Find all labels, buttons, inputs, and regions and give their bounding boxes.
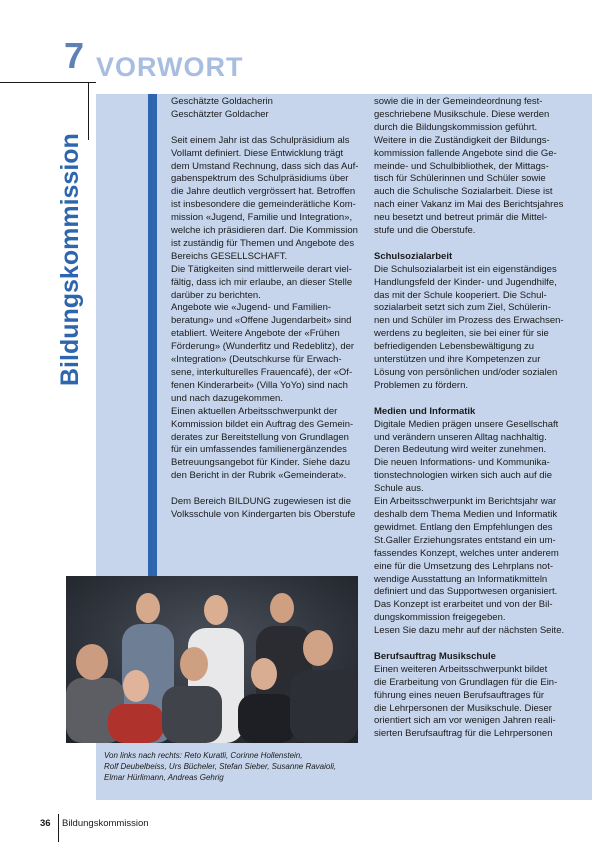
text-line: die Lehrpersonen der Musikschule. Dieser — [374, 702, 552, 714]
text-line: sierten Berufsauftrag für die Lehrpersonen — [374, 728, 553, 740]
text-line: Vollamt definiert. Diese Entwicklung trägt — [171, 147, 344, 159]
continuation-paragraph — [374, 96, 586, 238]
text-line: und nach dazugekommen. — [171, 392, 283, 404]
accent-bar — [148, 94, 157, 580]
text-line: St.Galler Erziehungsrates entstand ein um- — [374, 534, 556, 546]
text-line: Das Konzept ist erarbeitet und von der Bil- — [374, 599, 553, 611]
text-line: nach einer Vakanz im Mai des Berichtsjahres — [374, 199, 564, 211]
caption-line: Von links nach rechts: Reto Kuratli, Corinne Hollenstein, — [104, 751, 303, 760]
page-title: VORWORT — [96, 52, 244, 82]
caption-line: Rolf Deubelbeiss, Urs Bücheler, Stefan Sieber, Susanne Ravaioli, — [104, 762, 337, 771]
photo-caption — [104, 750, 354, 783]
closing-line: Volksschule von Kindergarten bis Oberstufe — [171, 508, 356, 520]
text-line: Ein Arbeitsschwerpunkt im Berichtsjahr war — [374, 496, 557, 508]
text-line: ist insbesondere die gemeinderätliche Kom- — [171, 199, 356, 211]
page-number: 36 — [40, 818, 51, 829]
text-column-right — [374, 96, 586, 741]
text-line: Betreuungsangebot für Kinder. Siehe dazu — [171, 457, 351, 469]
text-line: Weitere in die Zuständigkeit der Bildungs- — [374, 134, 550, 146]
closing-line: Dem Bereich BILDUNG zugewiesen ist die — [171, 496, 352, 508]
text-line: meinde- und Schulbibliothek, der Mittags- — [374, 160, 549, 172]
text-line: ist zuständig für Themen und Angebote des — [171, 237, 355, 249]
text-line: Kommission bildet ein Auftrag des Gemein- — [171, 418, 354, 430]
text-line: definiert und das Supportwesen organisiert. — [374, 586, 558, 598]
text-line: Angebote wie «Jugend- und Familien- — [171, 302, 332, 314]
text-line: werdens zu begleiten, sie bei einer für sie — [374, 328, 549, 340]
text-line: Handlungsfeld der Kinder- und Jugendhilfe, — [374, 276, 557, 288]
heading-schulsozialarbeit: Schulsozialarbeit — [374, 250, 453, 262]
text-line: sozialarbeit setzt sich zum Ziel, Schülerin- — [374, 302, 551, 314]
text-line: und verändern unseren Alltag nachhaltig. — [374, 431, 547, 443]
text-line: Problemen zu fördern. — [374, 379, 468, 391]
text-line: geschriebene Musikschule. Diese werden — [374, 108, 550, 120]
text-line: führung eines neuen Berufsauftrages für — [374, 689, 545, 701]
text-line: Deren Bedeutung wird weiter zunehmen. — [374, 444, 547, 456]
header-rule — [0, 82, 96, 83]
text-line: Lesen Sie dazu mehr auf der nächsten Seite. — [374, 625, 565, 637]
text-line: Digitale Medien prägen unsere Gesellschaft — [374, 418, 559, 430]
section-medien-informatik — [374, 419, 586, 638]
text-line: Die neuen Informations- und Kommunika- — [374, 457, 550, 469]
text-line: Die Tätigkeiten sind mittlerweile derart viel- — [171, 263, 352, 275]
text-line: tionstechnologien wirken sich auch auf die — [374, 470, 552, 482]
intro-paragraphs — [171, 135, 363, 483]
text-line: orientiert sich am vor wenigen Jahren reali- — [374, 715, 556, 727]
text-line: neu besetzt und betreut primär die Mittel- — [374, 212, 548, 224]
text-line: Förderung» (Wunderfitz und Redeblitz), der — [171, 341, 355, 353]
text-line: mission «Jugend, Familie und Integration», — [171, 212, 353, 224]
text-line: dem Umstand Rechnung, dass sich das Auf- — [171, 160, 359, 172]
text-line: auch die Schulische Sozialarbeit. Diese ist — [374, 186, 553, 198]
text-line: Die Schulsozialarbeit ist ein eigenständiges — [374, 263, 557, 275]
text-line: gabenspektrum des Schulpräsidiums über — [171, 173, 349, 185]
text-line: beratung» und «Offene Jugendarbeit» sind — [171, 315, 352, 327]
text-line: «Integration» (Deutschkurse für Erwach- — [171, 354, 342, 366]
text-line: die Jahre deutlich vergrössert hat. Betroffen — [171, 186, 356, 198]
group-photo — [66, 576, 358, 743]
text-line: kommission fallende Angebote sind die Ge- — [374, 147, 557, 159]
text-line: Schule aus. — [374, 483, 424, 495]
footer-label: Bildungskommission — [62, 818, 149, 829]
text-line: befriedigenden Lebensbewältigung zu — [374, 341, 535, 353]
heading-berufsauftrag: Berufsauftrag Musikschule — [374, 650, 496, 662]
text-line: Einen weiteren Arbeitsschwerpunkt bildet — [374, 663, 548, 675]
text-line: stufe und die Oberstufe. — [374, 225, 476, 237]
footer-rule — [58, 814, 59, 842]
text-line: unterstützen und ihre Kompetenzen zur — [374, 354, 541, 366]
text-line: die Erarbeitung von Grundlagen für die Ein- — [374, 676, 558, 688]
text-line: das mit der Schule kooperiert. Die Schul- — [374, 289, 547, 301]
text-line: Lösung von persönlichen und/oder sozialen — [374, 367, 558, 379]
text-line: tisch für Schülerinnen und Schüler sowie — [374, 173, 546, 185]
text-line: welche ich präsidieren darf. Die Kommission — [171, 225, 358, 237]
text-line: eine für die Umsetzung des Lehrplans not- — [374, 560, 554, 572]
text-line: sene, interkulturelles Frauencafé), der «Of- — [171, 367, 353, 379]
text-line: dungskommission freigegeben. — [374, 612, 506, 624]
salutation-line: Geschätzte Goldacherin — [171, 96, 273, 107]
text-line: Einen aktuellen Arbeitsschwerpunkt der — [171, 405, 338, 417]
text-line: wendige Ausstattung an Informatikmitteln — [374, 573, 548, 585]
section-berufsauftrag — [374, 664, 586, 741]
text-line: den Bericht in der Rubrik «Gemeinderat». — [171, 470, 347, 482]
text-line: Seit einem Jahr ist das Schulpräsidium als — [171, 134, 350, 146]
text-line: nen und Schüler im Prozess des Erwachsen- — [374, 315, 564, 327]
text-line: sowie die in der Gemeindeordnung fest- — [374, 96, 543, 107]
caption-line: Elmar Hürlimann, Andreas Gehrig — [104, 773, 224, 782]
text-line: derates zur Bereitstellung von Grundlagen — [171, 431, 349, 443]
text-line: fältig, dass ich mir erlaube, an dieser Stelle — [171, 276, 353, 288]
text-line: gewidmet. Entlang den Empfehlungen des — [374, 521, 553, 533]
header-vertical-rule — [88, 82, 89, 140]
chapter-number: 7 — [64, 35, 85, 76]
text-line: fenen Kinderarbeit» (Villa YoYo) sind nach — [171, 379, 348, 391]
text-line: deshalb dem Thema Medien und Informatik — [374, 508, 558, 520]
text-line: für ein umfassendes familienergänzendes — [171, 444, 347, 456]
section-schulsozialarbeit — [374, 264, 586, 393]
salutation-line: Geschätzter Goldacher — [171, 108, 269, 120]
heading-medien-informatik: Medien und Informatik — [374, 405, 476, 417]
text-line: darüber zu berichten. — [171, 289, 261, 301]
text-line: durch die Bildungskommission geführt. — [374, 121, 538, 133]
text-column-left — [171, 96, 363, 522]
text-line: Bereichs GESELLSCHAFT. — [171, 250, 288, 262]
text-line: etabliert. Weitere Angebote der «Frühen — [171, 328, 340, 340]
section-side-label: Bildungskommission — [56, 133, 84, 386]
text-line: fassendes Konzept, welches unter anderem — [374, 547, 559, 559]
